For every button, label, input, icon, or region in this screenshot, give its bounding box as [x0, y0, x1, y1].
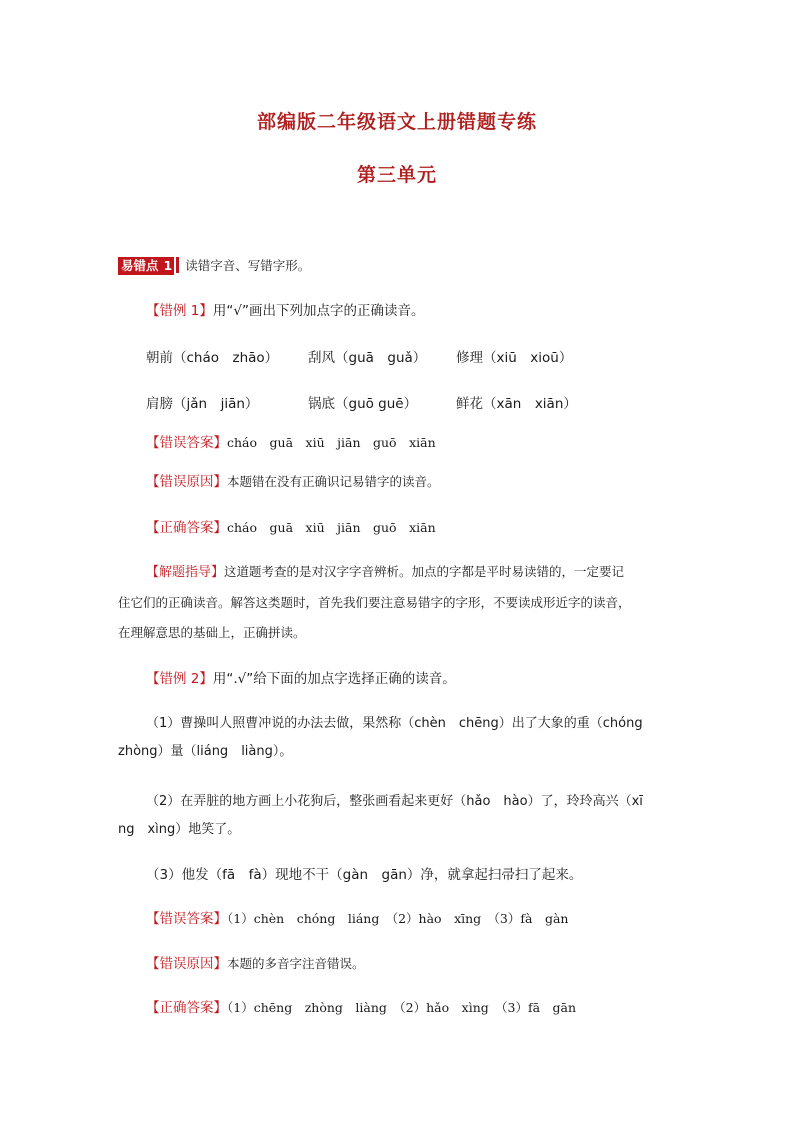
- example2-question-2: [118, 788, 678, 844]
- pinyin-options: （xiū xioū）: [483, 350, 573, 366]
- pinyin-item: [308, 392, 417, 412]
- reason-label: 【错误原因】: [146, 956, 227, 972]
- example1-wrong-answer: [146, 434, 436, 452]
- wrong-answer-label: 【错误答案】: [146, 435, 227, 451]
- question-line: （1）曹操叫人照曹冲说的办法去做，果然称（chèn chēng）出了大象的重（chóng: [146, 716, 643, 731]
- pinyin-options: （guā guǎ）: [335, 350, 427, 366]
- guide-line: 住它们的正确读音。解答这类题时，首先我们要注意易错字的字形，不要读成形近字的读音，: [118, 595, 631, 610]
- error-point-number: 1: [163, 258, 173, 273]
- correct-answer-text: （1）chēng zhòng liàng （2）hǎo xìng （3）fā gān: [227, 1000, 577, 1015]
- section-heading-text: 读错字音、写错字形。: [185, 258, 311, 273]
- wrong-answer-text: cháo guā xiū jiān guō xiān: [227, 435, 436, 450]
- question-line: zhòng）量（liáng liàng）。: [118, 744, 293, 759]
- example1-prompt: 用“√”画出下列加点字的正确读音。: [212, 303, 425, 319]
- example2-question-1: [118, 710, 678, 766]
- guide-label: 【解题指导】: [146, 565, 225, 580]
- correct-answer-label: 【正确答案】: [146, 1000, 227, 1016]
- example2-wrong-answer: [146, 910, 568, 928]
- example2-reason: [146, 955, 365, 973]
- example1-guide: [118, 559, 678, 646]
- reason-text: 本题的多音字注音错误。: [227, 956, 365, 971]
- pinyin-options: （xān xiān）: [483, 396, 577, 412]
- pinyin-options: （jǎn jiān）: [173, 396, 259, 412]
- example2-correct-answer: [146, 999, 576, 1017]
- example2-heading: [146, 670, 456, 688]
- example1-label: 【错例 1】: [146, 303, 213, 319]
- pinyin-options: （guō guē）: [335, 396, 418, 412]
- example2-label: 【错例 2】: [146, 671, 213, 687]
- example1-heading: [146, 302, 424, 320]
- badge-bar: [176, 257, 179, 273]
- pinyin-item: [146, 346, 278, 366]
- pinyin-word: 鲜花: [456, 396, 483, 412]
- document-title: 部编版二年级语文上册错题专练: [256, 111, 537, 133]
- section-heading: [118, 257, 310, 275]
- pinyin-item: [146, 392, 258, 412]
- pinyin-item: [456, 392, 577, 412]
- pinyin-item: [308, 346, 426, 366]
- example1-correct-answer: [146, 519, 436, 537]
- guide-line: 在理解意思的基础上，正确拼读。: [118, 625, 306, 640]
- guide-text-1: 这道题考查的是对汉字字音辨析。加点的字都是平时易读错的，一定要记: [224, 564, 625, 579]
- wrong-answer-text: （1）chèn chóng liáng （2）hào xīng （3）fà gàn: [227, 911, 569, 926]
- pinyin-word: 刮风: [308, 350, 335, 366]
- reason-label: 【错误原因】: [146, 474, 227, 490]
- correct-answer-text: cháo guā xiū jiān guō xiān: [227, 520, 436, 535]
- correct-answer-label: 【正确答案】: [146, 520, 227, 536]
- pinyin-word: 肩膀: [146, 396, 173, 412]
- pinyin-word: 朝前: [146, 350, 173, 366]
- guide-line: [118, 559, 678, 586]
- error-point-badge: 易错点: [118, 257, 162, 275]
- pinyin-word: 修理: [456, 350, 483, 366]
- wrong-answer-label: 【错误答案】: [146, 911, 227, 927]
- example2-question-3: （3）他发（fā fà）现地不干（gàn gān）净，就拿起扫帚扫了起来。: [146, 867, 583, 883]
- pinyin-item: [456, 346, 572, 366]
- question-line: （2）在弄脏的地方画上小花狗后，整张画看起来更好（hǎo hào）了，玲玲高兴（xī: [146, 794, 643, 809]
- example1-reason: [146, 473, 440, 491]
- unit-title: 第三单元: [356, 164, 437, 186]
- reason-text: 本题错在没有正确识记易错字的读音。: [227, 474, 440, 489]
- example2-prompt: 用“.√”给下面的加点字选择正确的读音。: [212, 671, 456, 687]
- pinyin-word: 锅底: [308, 396, 335, 412]
- question-line: ng xìng）地笑了。: [118, 822, 241, 837]
- pinyin-options: （cháo zhāo）: [173, 350, 279, 366]
